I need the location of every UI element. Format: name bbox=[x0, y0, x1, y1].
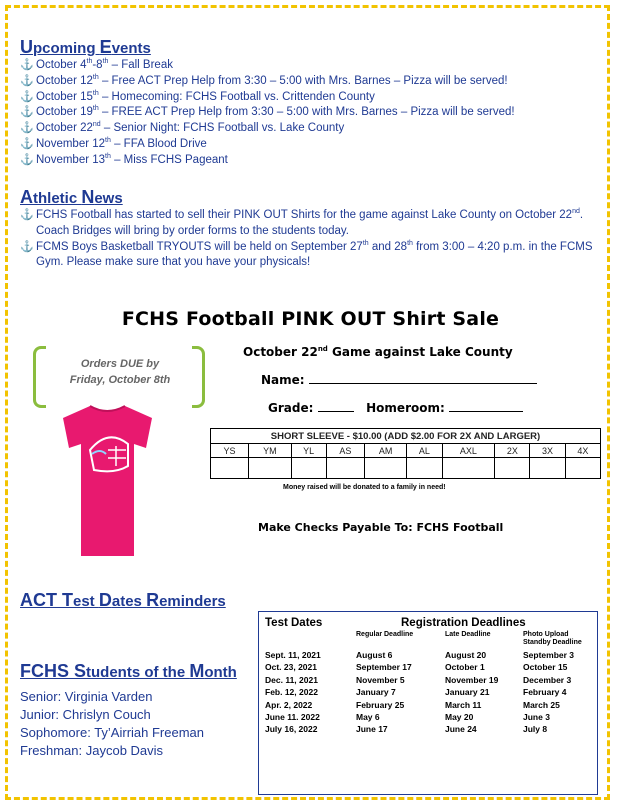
late-deadline-header: Late Deadline bbox=[445, 631, 491, 638]
checks-payable: Make Checks Payable To: FCHS Football bbox=[258, 521, 504, 534]
anchor-icon: ⚓ bbox=[20, 137, 34, 150]
quantity-cell[interactable] bbox=[211, 458, 249, 479]
table-cell: Dec. 11, 2021 bbox=[265, 674, 318, 685]
registration-header: Registration Deadlines bbox=[401, 617, 526, 629]
anchor-icon: ⚓ bbox=[20, 240, 34, 253]
list-item: ⚓ October 15th – Homecoming: FCHS Football vs. Crittenden County bbox=[20, 90, 600, 106]
list-item: ⚓ October 19th – FREE ACT Prep Help from 3:30 – 5:00 with Mrs. Barnes – Pizza will be served! bbox=[20, 105, 600, 121]
anchor-icon: ⚓ bbox=[20, 153, 34, 166]
table-cell: Sept. 11, 2021 bbox=[265, 650, 321, 660]
quantity-cell[interactable] bbox=[565, 458, 600, 479]
size-header: AXL bbox=[442, 444, 495, 458]
table-cell: November 19 bbox=[445, 674, 499, 685]
list-item: Junior: Chrislyn Couch bbox=[20, 707, 151, 722]
anchor-icon: ⚓ bbox=[20, 74, 34, 87]
list-item: ⚓ October 12th – Free ACT Prep Help from 3:30 – 5:00 with Mrs. Barnes – Pizza will be served! bbox=[20, 74, 600, 90]
upcoming-events-list bbox=[20, 58, 600, 169]
bracket-right bbox=[192, 346, 205, 408]
photo-column bbox=[523, 649, 574, 736]
list-item: Senior: Virginia Varden bbox=[20, 689, 153, 704]
table-cell: August 20 bbox=[445, 650, 487, 660]
test-dates-column bbox=[265, 649, 321, 736]
regular-column bbox=[356, 649, 412, 736]
size-order-table bbox=[210, 428, 601, 479]
size-header: YS bbox=[211, 444, 249, 458]
photo-deadline-header: Photo Upload Standby Deadline bbox=[523, 631, 582, 646]
quantity-cell[interactable] bbox=[326, 458, 364, 479]
list-item: ⚓ October 4th-8th – Fall Break bbox=[20, 58, 600, 74]
orders-due-note: Orders DUE by Friday, October 8th bbox=[69, 358, 171, 386]
list-item: ⚓ FCHS Football has started to sell their PINK OUT Shirts for the game against Lake County on October 22nd. Coach Bridges will bring by order forms to the students today. bbox=[20, 208, 600, 240]
anchor-icon: ⚓ bbox=[20, 90, 34, 103]
act-heading: ACT Test Dates Reminders bbox=[20, 590, 226, 610]
size-header: AL bbox=[407, 444, 442, 458]
quantity-cell[interactable] bbox=[495, 458, 530, 479]
students-of-month-heading: FCHS Students of the Month bbox=[20, 661, 237, 681]
money-note: Money raised will be donated to a family in need! bbox=[283, 484, 446, 491]
table-cell: December 3 bbox=[523, 674, 572, 685]
size-header: YL bbox=[291, 444, 326, 458]
bracket-left bbox=[33, 346, 46, 408]
table-cell: March 25 bbox=[523, 699, 560, 710]
quantity-cell[interactable] bbox=[364, 458, 406, 479]
quantity-cell[interactable] bbox=[530, 458, 565, 479]
athletic-news-heading: Athletic News bbox=[20, 187, 123, 207]
quantity-cell[interactable] bbox=[442, 458, 495, 479]
table-cell: September 17 bbox=[356, 662, 412, 673]
table-cell: August 6 bbox=[356, 650, 393, 660]
table-cell: Apr. 2, 2022 bbox=[265, 699, 313, 710]
table-cell: June 11. 2022 bbox=[265, 712, 320, 723]
grade-homeroom-field[interactable]: Grade: Homeroom: bbox=[268, 399, 523, 415]
list-item: Freshman: Jaycob Davis bbox=[20, 743, 164, 758]
table-cell: October 1 bbox=[445, 662, 485, 673]
size-header: YM bbox=[249, 444, 291, 458]
regular-deadline-header: Regular Deadline bbox=[356, 631, 414, 638]
list-item: ⚓ November 13th – Miss FCHS Pageant bbox=[20, 153, 600, 169]
size-header: 2X bbox=[495, 444, 530, 458]
size-header: 3X bbox=[530, 444, 565, 458]
students-of-month-list bbox=[20, 688, 204, 760]
late-column bbox=[445, 649, 498, 736]
table-caption: SHORT SLEEVE - $10.00 (ADD $2.00 FOR 2X AND LARGER) bbox=[211, 429, 601, 444]
table-cell: June 3 bbox=[523, 712, 550, 723]
table-cell: June 17 bbox=[356, 724, 388, 735]
table-cell: February 4 bbox=[523, 687, 567, 698]
anchor-icon: ⚓ bbox=[20, 122, 34, 135]
size-header: AS bbox=[326, 444, 364, 458]
name-field[interactable]: Name: bbox=[261, 371, 537, 387]
list-item: ⚓ October 22nd – Senior Night: FCHS Football vs. Lake County bbox=[20, 121, 600, 137]
quantity-cell[interactable] bbox=[249, 458, 291, 479]
table-cell: February 25 bbox=[356, 699, 405, 710]
anchor-icon: ⚓ bbox=[20, 106, 34, 119]
quantity-cell[interactable] bbox=[407, 458, 442, 479]
size-header: 4X bbox=[565, 444, 600, 458]
table-cell: March 11 bbox=[445, 699, 482, 710]
anchor-icon: ⚓ bbox=[20, 209, 34, 221]
upcoming-events-heading: Upcoming Events bbox=[20, 37, 151, 57]
anchor-icon: ⚓ bbox=[20, 59, 34, 71]
table-cell: Feb. 12, 2022 bbox=[265, 687, 318, 698]
shirt-sale-title: FCHS Football PINK OUT Shirt Sale bbox=[121, 308, 500, 330]
quantity-cell[interactable] bbox=[291, 458, 326, 479]
table-cell: May 20 bbox=[445, 712, 474, 723]
table-cell: November 5 bbox=[356, 674, 405, 685]
table-cell: January 21 bbox=[445, 687, 490, 698]
table-cell: October 15 bbox=[523, 662, 568, 673]
size-header: AM bbox=[364, 444, 406, 458]
table-cell: June 24 bbox=[445, 724, 477, 735]
game-line: October 22nd Game against Lake County bbox=[243, 345, 513, 359]
table-cell: January 7 bbox=[356, 687, 396, 698]
table-cell: May 6 bbox=[356, 712, 380, 723]
list-item: Sophomore: Ty’Airriah Freeman bbox=[20, 725, 205, 740]
athletic-news-list bbox=[20, 208, 600, 271]
list-item: ⚓ November 12th – FFA Blood Drive bbox=[20, 137, 600, 153]
test-dates-box bbox=[258, 611, 598, 795]
table-cell: July 8 bbox=[523, 724, 548, 735]
test-dates-header: Test Dates bbox=[265, 617, 323, 629]
list-item: ⚓ FCMS Boys Basketball TRYOUTS will be held on September 27th and 28th from 3:00 – 4:20 p.m. in the FCMS Gym. Please make sure that you have your physicals! bbox=[20, 240, 600, 272]
table-cell: September 3 bbox=[523, 650, 575, 660]
table-cell: Oct. 23, 2021 bbox=[265, 662, 317, 673]
table-cell: July 16, 2022 bbox=[265, 724, 318, 735]
tshirt-image bbox=[60, 404, 155, 559]
